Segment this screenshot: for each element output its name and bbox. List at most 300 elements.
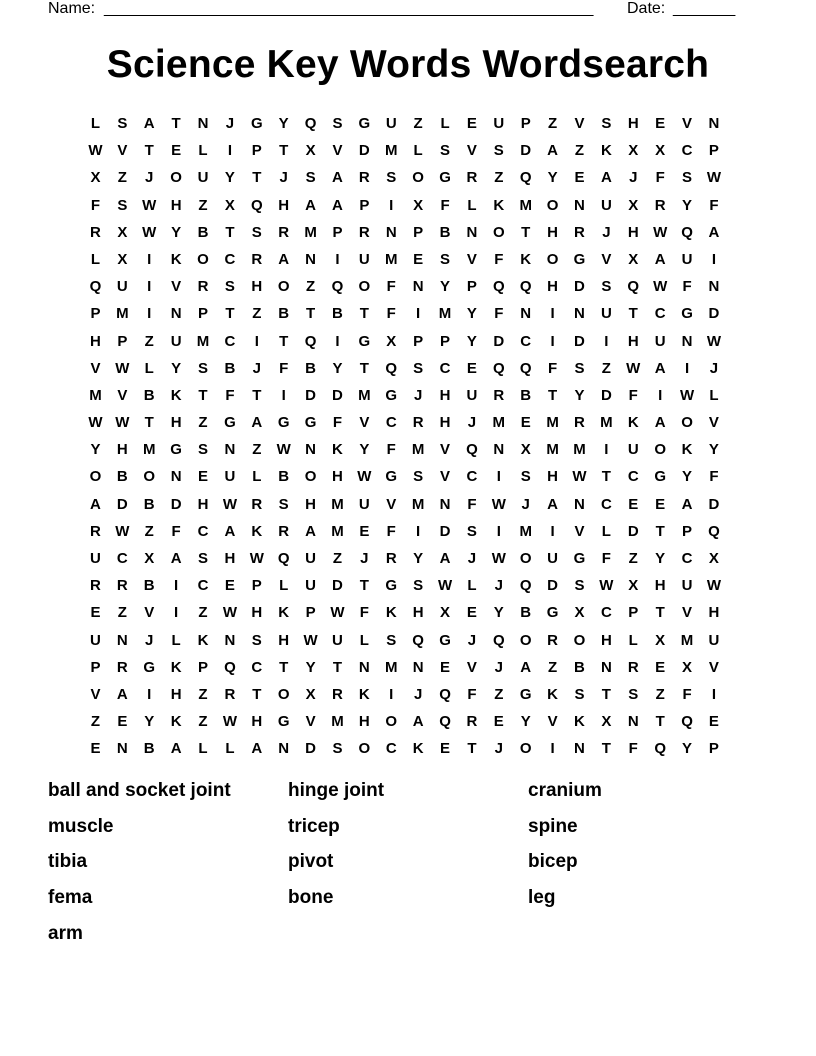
grid-letter[interactable]: C [520,332,532,350]
grid-letter[interactable]: H [278,196,290,214]
grid-letter[interactable]: A [251,740,263,758]
grid-letter[interactable]: L [440,115,450,132]
grid-letter[interactable]: N [412,278,424,296]
grid-letter[interactable]: M [492,414,506,432]
grid-letter[interactable]: H [627,115,639,132]
grid-letter[interactable]: G [224,414,236,432]
grid-letter[interactable]: V [601,250,612,268]
grid-letter[interactable]: I [658,386,663,404]
grid-letter[interactable]: K [520,250,532,268]
grid-letter[interactable]: P [198,658,209,676]
grid-letter[interactable]: M [384,250,398,268]
grid-letter[interactable]: O [412,169,424,187]
grid-letter[interactable]: H [547,278,558,296]
grid-letter[interactable]: F [709,196,719,214]
grid-letter[interactable]: H [627,332,639,350]
grid-letter[interactable]: L [279,577,289,595]
grid-letter[interactable]: E [655,495,666,513]
grid-letter[interactable]: Y [574,386,585,404]
grid-letter[interactable]: R [278,223,290,241]
grid-letter[interactable]: C [466,468,478,486]
grid-letter[interactable]: M [358,386,371,404]
grid-letter[interactable]: Z [198,604,208,622]
grid-letter[interactable]: K [358,685,370,703]
grid-letter[interactable]: X [386,332,397,350]
grid-letter[interactable]: A [547,495,558,513]
grid-letter[interactable]: B [224,359,236,377]
grid-letter[interactable]: U [600,305,612,323]
grid-letter[interactable]: X [574,604,585,622]
grid-letter[interactable]: J [225,115,235,132]
grid-letter[interactable]: V [332,142,343,160]
grid-letter[interactable]: Q [439,713,451,731]
grid-letter[interactable]: G [385,386,398,404]
grid-letter[interactable]: M [384,142,398,160]
grid-letter[interactable]: S [574,577,585,595]
grid-letter[interactable]: Q [224,658,236,676]
grid-letter[interactable]: Q [385,359,398,377]
grid-letter[interactable]: O [654,441,666,459]
grid-letter[interactable]: N [708,115,720,132]
grid-letter[interactable]: O [197,250,209,268]
grid-letter[interactable]: W [491,550,506,567]
grid-letter[interactable]: N [493,441,505,459]
grid-letter[interactable]: F [628,740,638,758]
grid-letter[interactable]: V [466,658,477,676]
grid-letter[interactable]: E [359,522,370,540]
grid-letter[interactable]: N [224,631,236,649]
grid-letter[interactable]: W [115,414,130,432]
grid-letter[interactable]: C [627,468,639,486]
grid-letter[interactable]: X [413,196,424,214]
grid-letter[interactable]: T [655,713,665,731]
grid-letter[interactable]: P [90,658,101,676]
grid-letter[interactable]: T [628,305,638,323]
grid-letter[interactable]: N [224,441,236,459]
grid-letter[interactable]: O [143,468,156,486]
grid-letter[interactable]: T [279,142,289,160]
grid-letter[interactable]: U [681,250,693,268]
grid-letter[interactable]: N [385,223,397,241]
grid-letter[interactable]: T [655,522,665,540]
grid-letter[interactable]: M [331,713,344,731]
grid-letter[interactable]: R [251,250,263,268]
grid-letter[interactable]: G [358,332,371,350]
grid-letter[interactable]: A [305,522,316,540]
grid-letter[interactable]: R [466,713,478,731]
grid-letter[interactable]: B [143,495,155,513]
grid-letter[interactable]: H [197,495,209,513]
grid-letter[interactable]: Z [332,550,343,567]
grid-letter[interactable]: A [520,658,532,676]
grid-letter[interactable]: J [279,169,288,187]
grid-letter[interactable]: E [117,713,128,731]
grid-letter[interactable]: N [170,305,182,323]
grid-letter[interactable]: N [574,740,585,758]
grid-letter[interactable]: J [494,577,503,595]
grid-letter[interactable]: C [385,740,397,758]
grid-letter[interactable]: S [332,740,343,758]
grid-letter[interactable]: L [467,196,477,214]
grid-letter[interactable]: U [358,250,370,268]
grid-letter[interactable]: C [681,142,693,160]
grid-letter[interactable]: S [601,278,612,296]
grid-letter[interactable]: R [116,577,128,595]
grid-letter[interactable]: T [252,169,262,187]
grid-letter[interactable]: H [547,468,558,486]
grid-letter[interactable]: E [655,658,666,676]
grid-letter[interactable]: M [573,441,586,459]
grid-letter[interactable]: H [224,550,236,567]
grid-letter[interactable]: X [682,658,693,676]
grid-letter[interactable]: S [224,278,235,296]
grid-letter[interactable]: E [440,658,451,676]
grid-letter[interactable]: Y [493,604,504,622]
grid-letter[interactable]: V [440,441,451,459]
grid-letter[interactable]: Q [681,713,693,731]
grid-letter[interactable]: B [143,386,155,404]
grid-letter[interactable]: R [574,414,585,432]
grid-letter[interactable]: D [627,522,639,540]
grid-letter[interactable]: U [305,550,316,567]
grid-letter[interactable]: G [439,169,451,187]
grid-letter[interactable]: M [196,332,210,350]
grid-letter[interactable]: D [305,386,316,404]
grid-letter[interactable]: Y [682,196,693,214]
grid-letter[interactable]: S [440,142,451,160]
grid-letter[interactable]: Y [547,169,558,187]
grid-letter[interactable]: S [251,631,262,649]
grid-letter[interactable]: N [466,223,478,241]
grid-letter[interactable]: W [303,631,318,649]
grid-letter[interactable]: R [197,278,209,296]
grid-letter[interactable]: Z [601,359,611,377]
grid-letter[interactable]: H [251,604,263,622]
grid-letter[interactable]: B [439,223,451,241]
grid-letter[interactable]: N [116,631,128,649]
grid-letter[interactable]: H [332,468,343,486]
grid-letter[interactable]: J [521,495,530,513]
grid-letter[interactable]: N [439,495,451,513]
grid-letter[interactable]: L [709,386,719,404]
grid-letter[interactable]: C [385,414,397,432]
grid-letter[interactable]: C [197,522,209,540]
grid-letter[interactable]: E [520,414,531,432]
grid-letter[interactable]: W [491,495,506,513]
grid-letter[interactable]: Z [117,169,127,187]
grid-letter[interactable]: T [601,685,611,703]
grid-letter[interactable]: B [520,386,532,404]
grid-letter[interactable]: U [385,115,397,132]
grid-letter[interactable]: H [439,414,451,432]
grid-letter[interactable]: T [359,577,369,595]
grid-letter[interactable]: A [332,169,343,187]
grid-letter[interactable]: Q [681,223,693,241]
grid-letter[interactable]: N [116,740,128,758]
grid-letter[interactable]: O [519,631,532,649]
grid-letter[interactable]: Y [90,441,101,459]
grid-letter[interactable]: U [627,441,639,459]
grid-letter[interactable]: H [305,495,316,513]
grid-letter[interactable]: W [706,577,722,595]
grid-letter[interactable]: C [439,359,451,377]
grid-letter[interactable]: D [493,332,505,350]
grid-letter[interactable]: J [145,631,154,649]
grid-letter[interactable]: W [679,386,695,404]
grid-letter[interactable]: N [708,278,720,296]
grid-letter[interactable]: D [116,495,128,513]
grid-letter[interactable]: F [494,305,504,323]
grid-letter[interactable]: V [708,414,719,432]
grid-letter[interactable]: R [90,522,101,540]
grid-letter[interactable]: J [413,685,423,703]
grid-letter[interactable]: P [520,115,531,132]
grid-letter[interactable]: I [416,305,421,323]
grid-letter[interactable]: T [548,386,558,404]
grid-letter[interactable]: G [681,305,693,323]
grid-letter[interactable]: V [144,604,155,622]
grid-letter[interactable]: W [222,713,237,731]
grid-letter[interactable]: F [332,414,343,432]
grid-letter[interactable]: S [466,522,477,540]
grid-letter[interactable]: K [170,386,182,404]
grid-letter[interactable]: T [359,305,369,323]
grid-letter[interactable]: I [389,685,394,703]
grid-letter[interactable]: Z [198,685,208,703]
grid-letter[interactable]: Q [654,740,666,758]
grid-letter[interactable]: M [331,495,344,513]
grid-letter[interactable]: H [116,441,128,459]
grid-letter[interactable]: I [684,359,690,377]
grid-letter[interactable]: C [224,250,236,268]
grid-letter[interactable]: F [682,278,692,296]
grid-letter[interactable]: V [90,359,101,377]
grid-letter[interactable]: I [174,577,179,595]
grid-letter[interactable]: R [654,196,666,214]
grid-letter[interactable]: G [573,250,586,268]
grid-letter[interactable]: F [171,522,181,540]
grid-letter[interactable]: O [277,278,290,296]
grid-letter[interactable]: S [332,115,343,132]
grid-letter[interactable]: N [574,495,585,513]
grid-letter[interactable]: U [305,577,316,595]
grid-letter[interactable]: H [627,223,639,241]
grid-letter[interactable]: J [467,550,477,567]
grid-letter[interactable]: U [681,577,693,595]
grid-letter[interactable]: F [386,522,396,540]
grid-letter[interactable]: X [305,685,316,703]
grid-letter[interactable]: B [278,305,290,323]
grid-letter[interactable]: C [654,305,666,323]
grid-letter[interactable]: W [599,577,614,595]
grid-letter[interactable]: Q [519,278,532,296]
grid-letter[interactable]: J [467,414,477,432]
grid-letter[interactable]: T [601,740,611,758]
grid-letter[interactable]: P [305,604,316,622]
grid-letter[interactable]: G [304,414,317,432]
grid-letter[interactable]: R [358,169,370,187]
grid-letter[interactable]: O [277,685,290,703]
grid-letter[interactable]: Z [198,196,208,214]
grid-letter[interactable]: B [305,359,316,377]
grid-letter[interactable]: I [227,142,232,160]
grid-letter[interactable]: Q [627,278,640,296]
grid-letter[interactable]: G [277,713,290,731]
grid-letter[interactable]: R [332,685,343,703]
grid-letter[interactable]: V [90,685,101,703]
grid-letter[interactable]: X [628,577,639,595]
grid-letter[interactable]: P [708,142,719,160]
grid-letter[interactable]: K [600,142,612,160]
grid-letter[interactable]: T [252,685,262,703]
grid-letter[interactable]: E [224,577,235,595]
grid-letter[interactable]: T [279,332,289,350]
grid-letter[interactable]: Q [519,169,532,187]
grid-letter[interactable]: M [89,386,102,404]
grid-letter[interactable]: G [654,468,666,486]
grid-letter[interactable]: B [574,658,585,676]
grid-letter[interactable]: A [547,142,558,160]
grid-letter[interactable]: L [90,250,101,268]
grid-letter[interactable]: D [332,386,343,404]
grid-letter[interactable]: N [681,332,693,350]
grid-letter[interactable]: I [147,305,152,323]
grid-letter[interactable]: Q [331,278,344,296]
grid-letter[interactable]: X [655,631,666,649]
grid-letter[interactable]: L [90,115,101,132]
grid-letter[interactable]: X [90,169,101,187]
grid-letter[interactable]: U [90,550,101,567]
grid-letter[interactable]: F [548,359,558,377]
grid-letter[interactable]: R [385,550,397,567]
grid-letter[interactable]: M [519,196,532,214]
grid-letter[interactable]: E [440,740,451,758]
grid-letter[interactable]: Z [494,169,504,187]
grid-letter[interactable]: P [628,604,639,622]
grid-letter[interactable]: Y [413,550,424,567]
grid-letter[interactable]: S [117,196,128,214]
grid-letter[interactable]: Y [359,441,370,459]
grid-letter[interactable]: R [251,495,263,513]
grid-letter[interactable]: F [386,441,396,459]
grid-letter[interactable]: L [225,740,235,758]
grid-letter[interactable]: D [305,740,316,758]
grid-letter[interactable]: Z [494,685,504,703]
grid-letter[interactable]: A [90,495,101,513]
grid-letter[interactable]: M [546,414,559,432]
grid-letter[interactable]: W [88,142,103,160]
grid-letter[interactable]: A [251,414,263,432]
grid-letter[interactable]: G [277,414,290,432]
grid-letter[interactable]: W [142,196,157,214]
grid-letter[interactable]: R [116,658,128,676]
grid-letter[interactable]: S [413,468,424,486]
grid-letter[interactable]: O [492,223,505,241]
grid-letter[interactable]: O [358,278,371,296]
grid-letter[interactable]: J [602,223,611,241]
grid-letter[interactable]: F [359,604,369,622]
grid-letter[interactable]: R [224,685,236,703]
grid-letter[interactable]: I [174,604,179,622]
grid-letter[interactable]: S [601,115,612,132]
grid-letter[interactable]: Y [305,658,316,676]
grid-letter[interactable]: Q [304,332,317,350]
grid-letter[interactable]: S [413,359,424,377]
grid-letter[interactable]: U [547,550,558,567]
grid-letter[interactable]: Q [492,278,505,296]
grid-letter[interactable]: P [251,142,262,160]
grid-letter[interactable]: X [628,196,639,214]
grid-letter[interactable]: S [251,223,262,241]
grid-letter[interactable]: S [440,250,451,268]
grid-letter[interactable]: T [332,658,343,676]
grid-letter[interactable]: D [708,495,720,513]
grid-letter[interactable]: Y [682,740,693,758]
grid-letter[interactable]: K [574,713,585,731]
grid-letter[interactable]: F [467,685,477,703]
grid-letter[interactable]: W [88,414,103,432]
grid-letter[interactable]: J [252,359,261,377]
grid-letter[interactable]: U [90,631,101,649]
grid-letter[interactable]: D [170,495,182,513]
grid-letter[interactable]: Q [412,631,424,649]
grid-letter[interactable]: H [547,223,558,241]
grid-letter[interactable]: P [251,577,262,595]
grid-letter[interactable]: O [385,713,398,731]
grid-letter[interactable]: W [330,604,345,622]
grid-letter[interactable]: E [628,495,639,513]
grid-letter[interactable]: H [170,414,182,432]
grid-letter[interactable]: W [357,468,372,486]
grid-letter[interactable]: Z [198,713,208,731]
grid-letter[interactable]: T [171,115,181,132]
grid-letter[interactable]: W [249,550,264,567]
grid-letter[interactable]: J [494,740,503,758]
grid-letter[interactable]: W [115,359,130,377]
grid-letter[interactable]: F [655,169,665,187]
grid-letter[interactable]: Z [252,441,262,459]
grid-letter[interactable]: B [197,223,209,241]
grid-letter[interactable]: P [117,332,128,350]
grid-letter[interactable]: C [681,550,693,567]
grid-letter[interactable]: V [466,250,477,268]
grid-letter[interactable]: G [573,550,586,567]
grid-letter[interactable]: D [708,305,720,323]
grid-letter[interactable]: L [467,577,477,595]
grid-letter[interactable]: M [304,223,317,241]
grid-letter[interactable]: P [413,332,424,350]
grid-letter[interactable]: T [279,658,289,676]
grid-letter[interactable]: Z [144,332,154,350]
grid-letter[interactable]: A [654,359,666,377]
grid-letter[interactable]: T [144,414,154,432]
grid-letter[interactable]: D [574,278,585,296]
grid-letter[interactable]: R [90,223,101,241]
grid-letter[interactable]: R [412,414,424,432]
grid-letter[interactable]: T [225,305,235,323]
grid-letter[interactable]: F [494,250,504,268]
grid-letter[interactable]: C [251,658,263,676]
grid-letter[interactable]: K [493,196,505,214]
grid-letter[interactable]: Q [492,631,505,649]
grid-letter[interactable]: G [143,658,156,676]
grid-letter[interactable]: M [438,305,452,323]
grid-letter[interactable]: M [331,522,344,540]
grid-letter[interactable]: G [519,685,532,703]
grid-letter[interactable]: E [90,740,101,758]
grid-letter[interactable]: Y [332,359,343,377]
grid-letter[interactable]: Z [90,713,101,731]
